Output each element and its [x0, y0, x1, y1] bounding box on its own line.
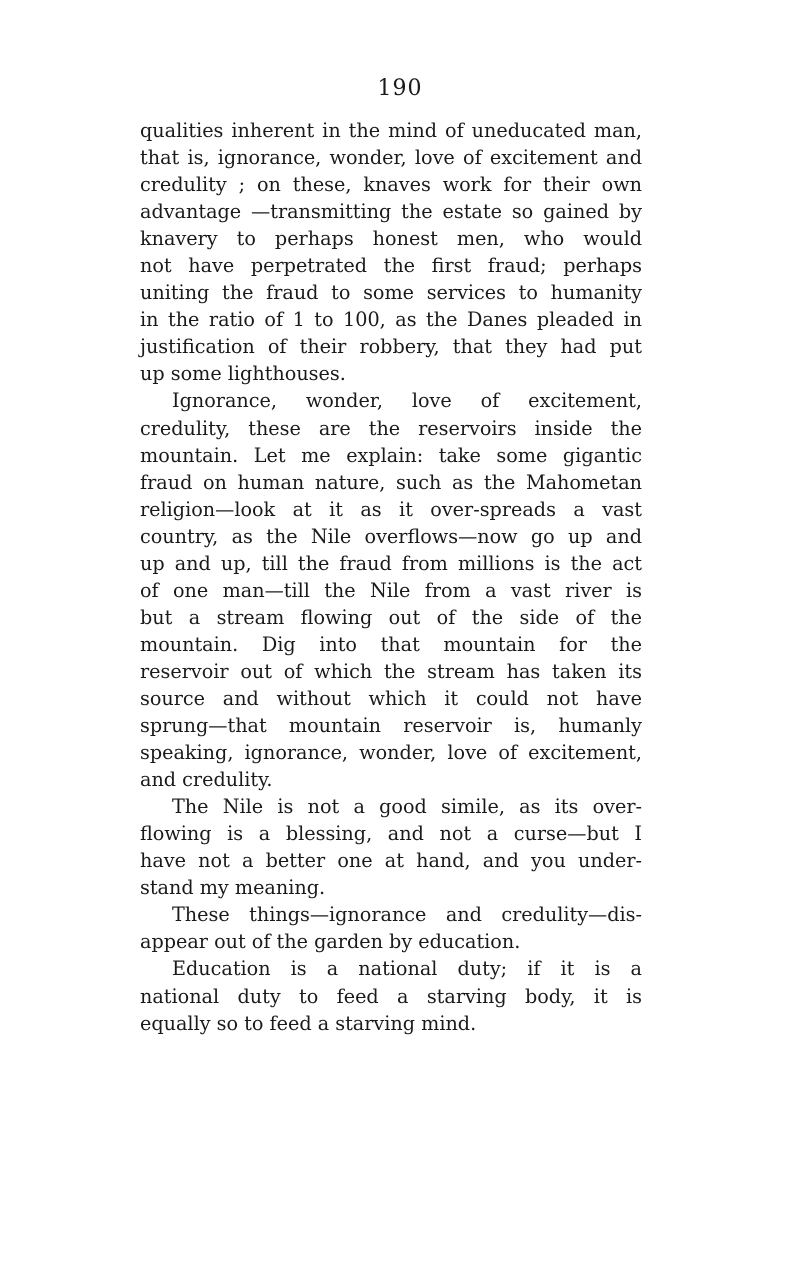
page-number: 190: [377, 76, 423, 101]
body-text: [140, 117, 642, 1037]
text-line: national duty to feed a starving body, it is: [140, 984, 642, 1008]
text-line: The Nile is not a good simile, as its over-: [172, 795, 642, 819]
text-line: credulity ; on these, knaves work for their own: [140, 173, 642, 197]
text-line: and credulity.: [140, 768, 273, 792]
text-line: that is, ignorance, wonder, love of excitement and: [140, 146, 642, 170]
text-line: equally so to feed a starving mind.: [140, 1011, 477, 1035]
text-line: speaking, ignorance, wonder, love of excitement,: [140, 741, 642, 765]
text-line: religion—look at it as it over-spreads a vast: [140, 497, 642, 521]
text-line: uniting the fraud to some services to humanity: [140, 281, 642, 305]
text-line: mountain. Dig into that mountain for the: [140, 632, 642, 656]
text-line: country, as the Nile overflows—now go up and: [140, 524, 642, 548]
text-line: not have perpetrated the first fraud; perhaps: [140, 254, 642, 278]
text-line: up and up, till the fraud from millions is the act: [140, 551, 642, 575]
text-line: flowing is a blessing, and not a curse—but I: [140, 822, 642, 846]
text-line: have not a better one at hand, and you under-: [140, 849, 642, 873]
text-line: fraud on human nature, such as the Mahometan: [140, 470, 642, 494]
text-line: source and without which it could not have: [140, 686, 642, 710]
text-line: appear out of the garden by education.: [140, 930, 521, 954]
text-line: qualities inherent in the mind of uneducated man,: [140, 119, 642, 142]
text-line: justification of their robbery, that they had put: [140, 335, 642, 359]
text-line: Education is a national duty; if it is a: [172, 957, 642, 981]
text-line: but a stream flowing out of the side of the: [140, 605, 642, 629]
text-line: Ignorance, wonder, love of excitement,: [172, 389, 642, 413]
text-line: These things—ignorance and credulity—dis-: [172, 903, 642, 927]
text-line: knavery to perhaps honest men, who would: [140, 227, 642, 251]
text-line: mountain. Let me explain: take some gigantic: [140, 443, 642, 467]
text-line: credulity, these are the reservoirs inside the: [140, 416, 642, 440]
text-line: up some lighthouses.: [140, 362, 346, 386]
text-line: sprung—that mountain reservoir is, humanly: [140, 714, 642, 738]
text-line: in the ratio of 1 to 100, as the Danes pleaded in: [140, 308, 642, 332]
text-line: of one man—till the Nile from a vast river is: [140, 578, 642, 602]
text-line: stand my meaning.: [140, 876, 326, 900]
text-line: reservoir out of which the stream has taken its: [140, 659, 642, 683]
text-line: advantage —transmitting the estate so gained by: [140, 200, 642, 224]
